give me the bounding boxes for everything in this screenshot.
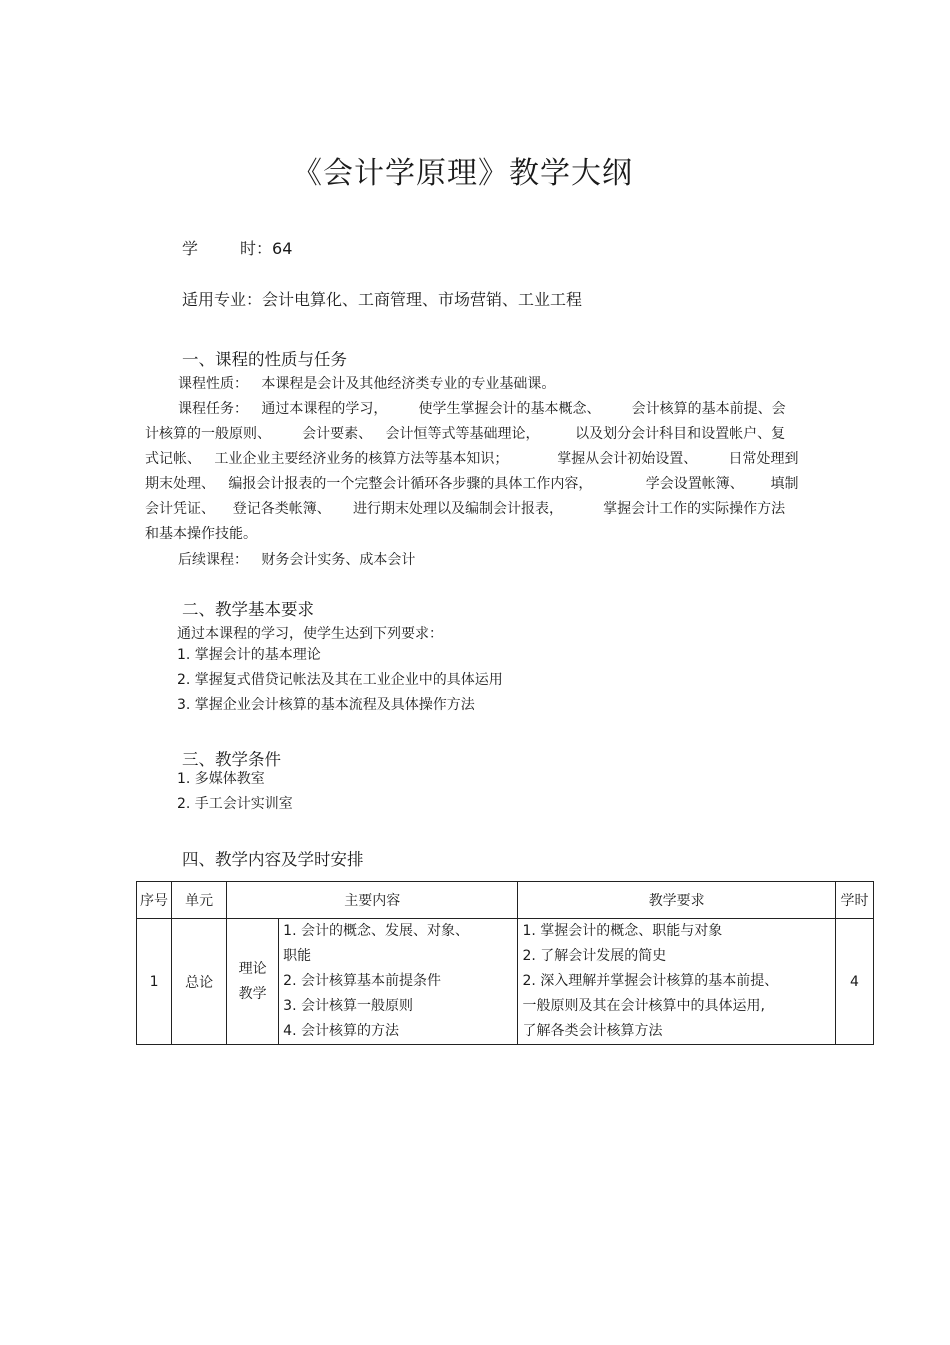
row-type-line: 教学 [238,985,267,1002]
followup-courses: 后续课程： 财务会计实务、成本会计 [178,552,416,568]
majors-value: 会计电算化、工商管理、市场营销、工业工程 [262,290,583,309]
row-unit: 总论 [172,919,227,1045]
course-hours [182,236,292,259]
requirement-line: 2. 了解会计发展的简史 [522,948,667,964]
list-item: 2. 手工会计实训室 [177,796,293,812]
requirement-line: 一般原则及其在会计核算中的具体运用, [522,998,765,1014]
applicable-majors [182,287,582,310]
hours-value: 64 [272,239,293,258]
document-title: 《会计学原理》教学大纲 [292,156,633,191]
section-heading-nature: 一、课程的性质与任务 [182,350,347,369]
task-line: 式记帐、 工业企业主要经济业务的核算方法等基本知识； 掌握从会计初始设置、 日常处理到 [145,451,799,467]
requirement-line: 2. 深入理解并掌握会计核算的基本前提、 [522,973,779,989]
header-unit: 单元 [172,882,227,919]
section-heading-schedule: 四、教学内容及学时安排 [182,850,364,869]
schedule-table [136,881,874,1045]
hours-label-part1: 学 [182,239,199,258]
content-line: 4. 会计核算的方法 [283,1023,399,1039]
course-nature: 课程性质： 本课程是会计及其他经济类专业的专业基础课。 [178,376,556,392]
task-line: 计核算的一般原则、 会计要素、 会计恒等式等基础理论， 以及划分会计科目和设置帐户、复 [145,426,786,442]
table-row [137,919,874,1045]
section-heading-conditions: 三、教学条件 [182,750,281,769]
list-item: 2. 掌握复式借贷记帐法及其在工业企业中的具体运用 [177,672,503,688]
header-hours: 学时 [835,882,873,919]
header-content: 主要内容 [227,882,518,919]
row-no: 1 [137,919,172,1045]
task-line: 和基本操作技能。 [145,526,257,542]
content-line: 1. 会计的概念、发展、对象、 [283,923,469,939]
content-line: 职能 [283,948,312,964]
content-line: 3. 会计核算一般原则 [283,998,413,1014]
row-type [227,919,279,1045]
header-no: 序号 [137,882,172,919]
requirement-line: 1. 掌握会计的概念、职能与对象 [522,923,723,939]
header-requirements: 教学要求 [518,882,835,919]
row-type-line: 理论 [238,960,267,977]
requirements-list [177,643,503,718]
requirements-intro: 通过本课程的学习，使学生达到下列要求： [177,626,443,642]
task-line: 期末处理、 编报会计报表的一个完整会计循环各步骤的具体工作内容， 学会设置帐簿、 填制 [145,476,799,492]
section-heading-requirements: 二、教学基本要求 [182,600,314,619]
task-line: 会计凭证、 登记各类帐簿、 进行期末处理以及编制会计报表， 掌握会计工作的实际操作方法 [145,501,786,517]
list-item: 1. 多媒体教室 [177,771,265,787]
conditions-list [177,767,293,817]
table-header-row [137,882,874,919]
row-requirements [518,919,835,1045]
list-item: 1. 掌握会计的基本理论 [177,647,321,663]
requirement-line: 了解各类会计核算方法 [522,1023,663,1039]
majors-label: 适用专业： [182,290,263,309]
list-item: 3. 掌握企业会计核算的基本流程及具体操作方法 [177,697,475,713]
row-hours: 4 [835,919,873,1045]
row-content [279,919,518,1045]
hours-label-part2: 时： [240,239,273,258]
task-line: 课程任务： 通过本课程的学习， 使学生掌握会计的基本概念、 会计核算的基本前提、会 [178,401,786,417]
content-line: 2. 会计核算基本前提条件 [283,973,441,989]
